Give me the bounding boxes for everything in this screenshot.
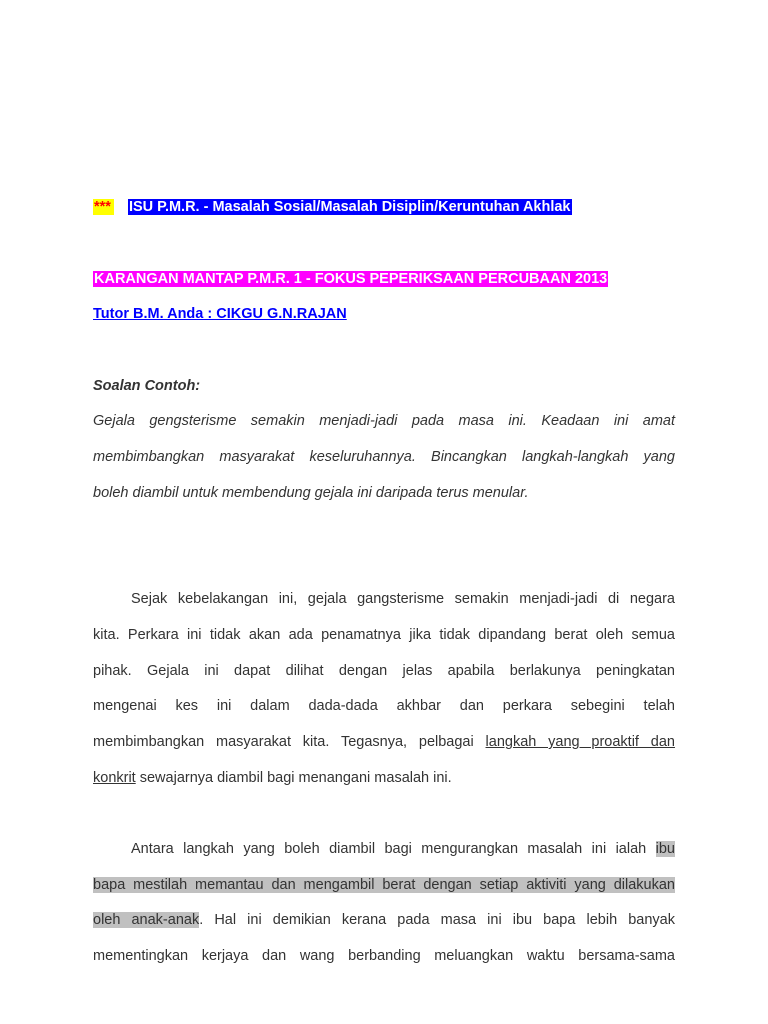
p1-line-4: mengenai kes ini dalam dada-dada akhbar dan perkara sebegini telah xyxy=(93,698,675,714)
stars-marker: *** xyxy=(93,199,114,215)
soalan-line-2: membimbangkan masyarakat keseluruhannya. Bincangkan langkah-langkah yang xyxy=(93,449,675,465)
p2-line-3-text: . Hal ini demikian kerana pada masa ini ibu bapa lebih banyak xyxy=(199,912,675,928)
p1-line-3: pihak. Gejala ini dapat dilihat dengan jelas apabila berlakunya peningkatan xyxy=(93,663,675,679)
p1-line-5-underlined: langkah yang proaktif dan xyxy=(485,734,675,750)
tutor-line[interactable] xyxy=(93,306,347,322)
p1-line-6 xyxy=(93,770,675,786)
tutor-link[interactable]: Tutor B.M. Anda : CIKGU G.N.RAJAN xyxy=(93,306,347,322)
isu-title: ISU P.M.R. - Masalah Sosial/Masalah Disiplin/Keruntuhan Akhlak xyxy=(128,199,571,215)
soalan-line-3: boleh diambil untuk membendung gejala ini daripada terus menular. xyxy=(93,485,529,501)
karangan-title xyxy=(93,271,608,287)
karangan-title-text: KARANGAN MANTAP P.M.R. 1 - FOKUS PEPERIKSAAN PERCUBAAN 2013 xyxy=(94,271,608,287)
p1-line-5-text: membimbangkan masyarakat kita. Tegasnya, pelbagai xyxy=(93,734,486,750)
p2-line-4: mementingkan kerjaya dan wang berbanding meluangkan waktu bersama-sama xyxy=(93,948,675,964)
p1-line-5 xyxy=(93,734,675,750)
p1-line-6-underlined: konkrit xyxy=(93,770,136,786)
p2-line-2 xyxy=(93,877,675,893)
p2-line-1-text: Antara langkah yang boleh diambil bagi mengurangkan masalah ini ialah xyxy=(131,841,656,857)
soalan-line-1: Gejala gengsterisme semakin menjadi-jadi pada masa ini. Keadaan ini amat xyxy=(93,413,675,429)
p1-line-6-text: sewajarnya diambil bagi menangani masalah ini. xyxy=(135,770,452,786)
p2-line-1-highlight: ibu xyxy=(655,841,675,857)
p2-line-3 xyxy=(93,912,675,928)
soalan-label: Soalan Contoh: xyxy=(93,378,201,394)
p1-line-1: Sejak kebelakangan ini, gejala gangsterisme semakin menjadi-jadi di negara xyxy=(131,591,675,607)
p2-line-1 xyxy=(93,841,675,857)
p2-line-2-highlight: bapa mestilah memantau dan mengambil berat dengan setiap aktiviti yang dilakukan xyxy=(93,877,675,893)
heading-isu xyxy=(93,199,572,215)
p2-line-3-highlight: oleh anak-anak xyxy=(93,912,200,928)
p1-line-2: kita. Perkara ini tidak akan ada penamatnya jika tidak dipandang berat oleh semua xyxy=(93,627,675,643)
